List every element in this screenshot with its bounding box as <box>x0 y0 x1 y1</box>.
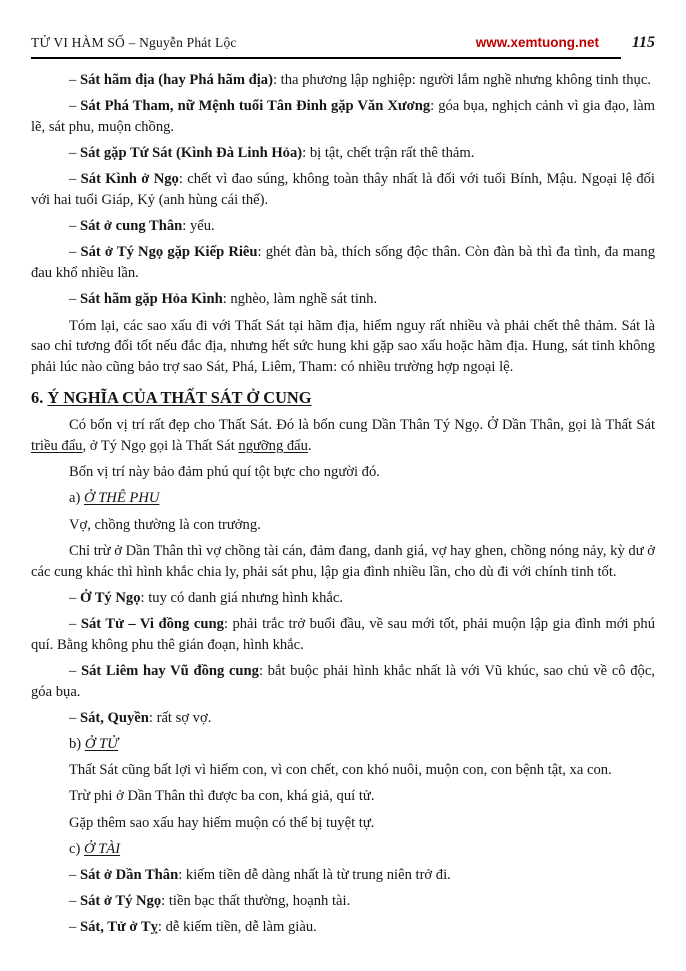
text-segment: Sát, Tử ở Tỵ <box>79 919 158 936</box>
text-segment: Sát ở Tý Ngọ <box>79 893 162 910</box>
bullet-item <box>31 865 655 886</box>
text-segment: Trừ phi ở Dần Thân thì được ba con, khá giả, quí tử. <box>69 788 375 805</box>
bullet-item <box>31 96 655 137</box>
paragraph <box>31 415 655 456</box>
text-segment: Sát hãm địa (hay Phá hãm địa) <box>79 72 273 88</box>
text-segment: triều đẩu <box>31 438 83 455</box>
text-segment: : chết vì đao súng, không toàn thây nhất là đối với tuổi Bính, Mậu. Ngoại lệ đối với hai tuổi Giáp, Kỷ (anh hùng cái thế). <box>31 171 655 209</box>
bullet-item <box>31 242 655 283</box>
text-segment: – <box>69 98 81 115</box>
bullet-item <box>31 588 655 609</box>
text-segment: – <box>69 218 80 235</box>
text-segment: Sát Liêm hay Vũ đồng cung <box>80 662 259 679</box>
bullet-item <box>31 614 655 655</box>
text-segment: – <box>69 171 81 188</box>
paragraph <box>31 462 655 483</box>
page-header <box>31 34 655 52</box>
bullet-item <box>31 708 655 729</box>
text-segment: : tuy có danh giá nhưng hình khắc. <box>140 589 343 606</box>
paragraph <box>31 760 655 781</box>
text-segment: 6. <box>31 387 48 407</box>
text-segment: – <box>69 709 80 726</box>
text-segment: : bị tật, chết trận rất thê thảm. <box>302 145 475 162</box>
subsection-heading <box>31 839 655 860</box>
bullet-item <box>31 289 655 310</box>
text-segment: ngưỡng đẩu <box>238 438 308 455</box>
text-segment: , ở Tý Ngọ gọi là Thất Sát <box>82 438 239 455</box>
text-segment: Ở THÊ PHU <box>84 490 160 507</box>
text-segment: – <box>69 589 80 606</box>
subsection-heading <box>31 488 655 509</box>
text-segment: Ở Tý Ngọ <box>79 589 141 606</box>
paragraph <box>31 813 655 834</box>
text-segment: Sát gặp Tứ Sát (Kình Đà Linh Hỏa) <box>79 145 303 162</box>
book-title: TỬ VI HÀM SỐ – Nguyễn Phát Lộc <box>31 35 237 50</box>
text-segment: : tiền bạc thất thường, hoạnh tài. <box>161 893 351 910</box>
text-segment: Sát, Quyền <box>79 709 149 726</box>
text-segment: Sát ở Dần Thân <box>79 867 179 883</box>
bullet-item <box>31 661 655 702</box>
header-rule <box>31 57 621 59</box>
text-segment: Ở TÀI <box>84 840 121 857</box>
text-segment: c) <box>69 840 84 857</box>
text-segment: Bốn vị trí này bảo đảm phú quí tột bực cho người đó. <box>69 464 380 481</box>
text-segment: – <box>69 893 80 910</box>
text-segment: : tha phương lập nghiệp: người lắm nghề nhưng không tinh thục. <box>272 72 651 88</box>
text-segment: : kiếm tiền dễ dàng nhất là từ trung niên trở đi. <box>178 867 451 883</box>
section-heading <box>31 388 655 409</box>
text-segment: : ghét đàn bà, thích sống độc thân. Còn đàn bà thì đa tình, đa mang đau khổ nhiều lần. <box>31 244 655 282</box>
bullet-item <box>31 143 655 164</box>
text-segment: Vợ, chồng thường là con trưởng. <box>69 516 261 533</box>
paragraph <box>31 541 655 582</box>
text-segment: – <box>69 244 81 261</box>
website-watermark: www.xemtuong.net <box>475 35 599 50</box>
paragraph <box>31 515 655 536</box>
subsection-heading <box>31 734 655 755</box>
text-segment: Ý NGHĨA CỦA THẤT SÁT Ở CUNG <box>47 387 312 407</box>
text-segment: – <box>69 72 80 88</box>
text-segment: – <box>69 919 80 936</box>
text-segment: – <box>69 867 80 883</box>
text-segment: – <box>69 615 81 632</box>
text-segment: Tóm lại, các sao xấu đi với Thất Sát tại hãm địa, hiểm nguy rất nhiều và phải chết thê thảm. Sát là sao chỉ tương đối tốt nếu đắc địa, nhưng hết sức hung khi gặp sao xấu hoặc hãm địa. Hung, sát tinh không phải lúc nào cũng bảo trợ sao Sát, Phá, Liêm, Tham: có nhiều trường hợp ngoại lệ. <box>31 317 655 375</box>
text-segment: : rất sợ vợ. <box>148 709 212 726</box>
text-segment: Sát Kình ở Ngọ <box>80 171 179 188</box>
text-segment: Sát ở cung Thân <box>79 218 183 235</box>
header-right <box>476 34 655 52</box>
text-segment: Có bốn vị trí rất đẹp cho Thất Sát. Đó là bốn cung Dần Thân Tý Ngọ. Ở Dần Thân, gọi là Thất Sát <box>69 417 655 434</box>
text-segment: – <box>69 145 80 162</box>
paragraph <box>31 786 655 807</box>
text-segment: Ở TỬ <box>84 735 119 752</box>
text-segment: : góa bụa, nghịch cảnh vì gia đạo, làm lẽ, sát phu, muộn chồng. <box>31 98 656 135</box>
text-segment: b) <box>69 735 85 752</box>
text-segment: Sát Phá Tham, nữ Mệnh tuổi Tân Đinh gặp Văn Xương <box>80 98 431 115</box>
text-segment: a) <box>69 490 84 507</box>
text-segment: – <box>69 291 80 308</box>
bullet-item <box>31 917 655 938</box>
bullet-item <box>31 70 655 91</box>
text-segment: Sát Tử – Vi đồng cung <box>80 615 224 632</box>
text-segment: Thất Sát cũng bất lợi vì hiếm con, vì con chết, con khó nuôi, muộn con, con bệnh tật, xa con. <box>69 762 612 779</box>
text-segment: Gặp thêm sao xấu hay hiếm muộn có thể bị tuyệt tự. <box>69 814 375 831</box>
paragraph <box>31 316 655 378</box>
text-segment: . <box>307 438 312 455</box>
text-segment: : bắt buộc phải hình khắc nhất là với Vũ khúc, sao chủ về cô độc, góa bụa. <box>31 662 655 700</box>
text-segment: : nghèo, làm nghề sát tinh. <box>222 291 378 308</box>
text-segment: : dễ kiếm tiền, dễ làm giàu. <box>157 919 317 936</box>
page-number: 115 <box>631 34 655 51</box>
text-segment: Sát hãm gặp Hỏa Kình <box>79 291 223 308</box>
bullet-item <box>31 169 655 210</box>
bullet-item <box>31 891 655 912</box>
text-segment: : yểu. <box>182 218 215 235</box>
text-segment: Sát ở Tý Ngọ gặp Kiếp Riêu <box>80 244 258 261</box>
document-body <box>31 70 655 938</box>
text-segment: Chỉ trừ ở Dần Thân thì vợ chồng tài cán, đảm đang, danh giá, vợ hay ghen, chồng nóng nảy, kỳ dư ở các cung khác thì hình khắc chia ly, phải sát phu, lập gia đình nhiều lần, cho dù đi với chính tinh tốt. <box>31 542 655 580</box>
text-segment: : phải trắc trở buổi đầu, về sau mới tốt, phải muộn lập gia đình mới phú quí. Bằng không phu thê gián đoạn, hình khắc. <box>31 615 655 653</box>
bullet-item <box>31 216 655 237</box>
text-segment: – <box>69 662 81 679</box>
